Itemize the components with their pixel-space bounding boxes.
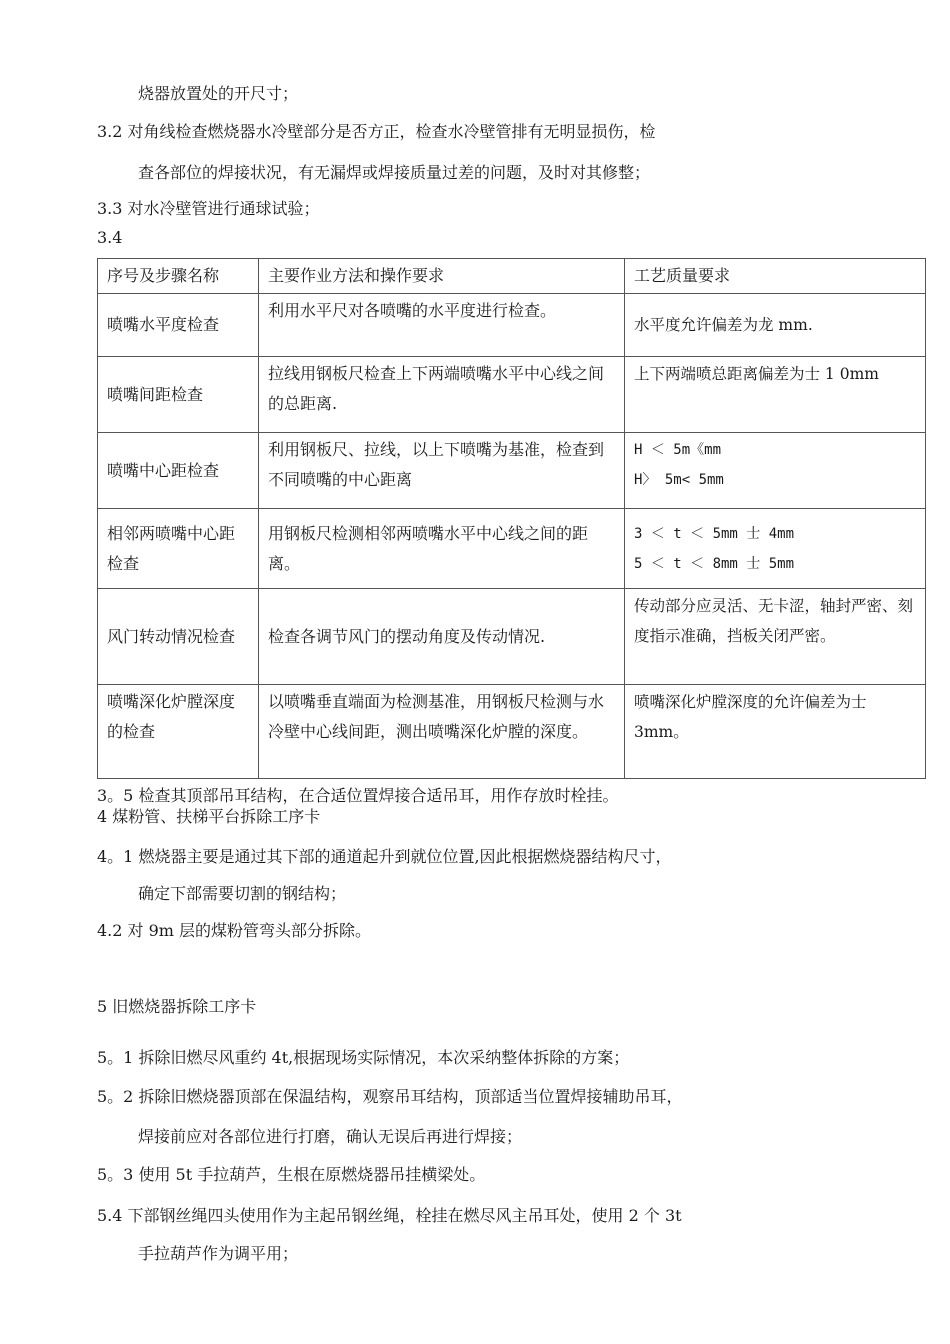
table-header-cell: 序号及步骤名称: [98, 259, 259, 294]
section-heading: 4 煤粉管、扶梯平台拆除工序卡: [97, 807, 321, 826]
paragraph-line: 4.2 对 9m 层的煤粉管弯头部分拆除。: [97, 921, 372, 940]
quality-cell: [625, 509, 926, 589]
table-header-cell: 主要作业方法和操作要求: [259, 259, 625, 294]
paragraph-line: 查各部位的焊接状况，有无漏焊或焊接质量过差的问题，及时对其修整；: [138, 163, 651, 182]
table-row: [98, 509, 926, 589]
table-header-cell: 工艺质量要求: [625, 259, 926, 294]
step-cell: 喷嘴水平度检查: [98, 294, 259, 357]
paragraph-line: 3.2 对角线检查燃烧器水冷壁部分是否方正，检查水冷壁管排有无明显损伤，检: [97, 122, 656, 141]
paragraph-line: 5。1 拆除旧燃尽风重约 4t,根据现场实际情况，本次采纳整体拆除的方案；: [97, 1048, 630, 1067]
quality-line: 5 ＜ t ＜ 8mm 士 5mm: [634, 555, 795, 572]
quality-line: H〉 5m< 5mm: [634, 472, 724, 488]
table-row: [98, 294, 926, 357]
paragraph-line: 3.3 对水冷壁管进行通球试验；: [97, 199, 320, 218]
method-cell: 利用水平尺对各喷嘴的水平度进行检查。: [259, 294, 625, 357]
paragraph-line: 焊接前应对各部位进行打磨，确认无误后再进行焊接；: [138, 1127, 523, 1146]
section-number: 3.4: [97, 228, 123, 247]
table-header-row: [98, 259, 926, 294]
method-cell: 拉线用钢板尺检查上下两端喷嘴水平中心线之间的总距离.: [259, 357, 625, 433]
step-cell: 喷嘴间距检查: [98, 357, 259, 433]
step-cell: 相邻两喷嘴中心距检查: [98, 509, 259, 589]
paragraph-line: 3。5 检查其顶部吊耳结构，在合适位置焊接合适吊耳，用作存放时栓挂。: [97, 786, 619, 805]
process-table: [97, 258, 926, 779]
quality-cell: [625, 433, 926, 509]
paragraph-line: 5.4 下部钢丝绳四头使用作为主起吊钢丝绳，栓挂在燃尽风主吊耳处，使用 2 个 3t: [97, 1206, 682, 1225]
quality-cell: 水平度允许偏差为龙 mm.: [625, 294, 926, 357]
step-cell: 喷嘴中心距检查: [98, 433, 259, 509]
method-cell: 检查各调节风门的摆动角度及传动情况.: [259, 589, 625, 685]
table-row: [98, 589, 926, 685]
quality-line: 3 ＜ t ＜ 5mm 士 4mm: [634, 525, 795, 542]
table-row: [98, 685, 926, 779]
paragraph-line: 4。1 燃烧器主要是通过其下部的通道起升到就位位置,因此根据燃烧器结构尺寸，: [97, 847, 672, 866]
step-cell: 喷嘴深化炉膛深度的检查: [98, 685, 259, 779]
paragraph-line: 5。2 拆除旧燃烧器顶部在保温结构，观察吊耳结构，顶部适当位置焊接辅助吊耳，: [97, 1087, 683, 1106]
paragraph-line: 5。3 使用 5t 手拉葫芦，生根在原燃烧器吊挂横梁处。: [97, 1165, 486, 1184]
paragraph-line: 确定下部需要切割的钢结构；: [138, 884, 347, 903]
quality-cell: 传动部分应灵活、无卡涩，轴封严密、刻度指示准确，挡板关闭严密。: [625, 589, 926, 685]
method-cell: 利用钢板尺、拉线，以上下喷嘴为基准，检查到不同喷嘴的中心距离: [259, 433, 625, 509]
section-heading: 5 旧燃烧器拆除工序卡: [97, 997, 257, 1016]
paragraph-line: 手拉葫芦作为调平用；: [138, 1244, 299, 1263]
method-cell: 用钢板尺检测相邻两喷嘴水平中心线之间的距离。: [259, 509, 625, 589]
quality-cell: 喷嘴深化炉膛深度的允许偏差为士 3mm。: [625, 685, 926, 779]
table-row: [98, 433, 926, 509]
table-row: [98, 357, 926, 433]
quality-cell: 上下两端喷总距离偏差为士 1 0mm: [625, 357, 926, 433]
quality-line: H ＜ 5m《mm: [634, 442, 722, 458]
paragraph-line: 烧器放置处的开尺寸；: [138, 84, 299, 103]
step-cell: 风门转动情况检查: [98, 589, 259, 685]
method-cell: 以喷嘴垂直端面为检测基准，用钢板尺检测与水冷壁中心线间距，测出喷嘴深化炉膛的深度。: [259, 685, 625, 779]
